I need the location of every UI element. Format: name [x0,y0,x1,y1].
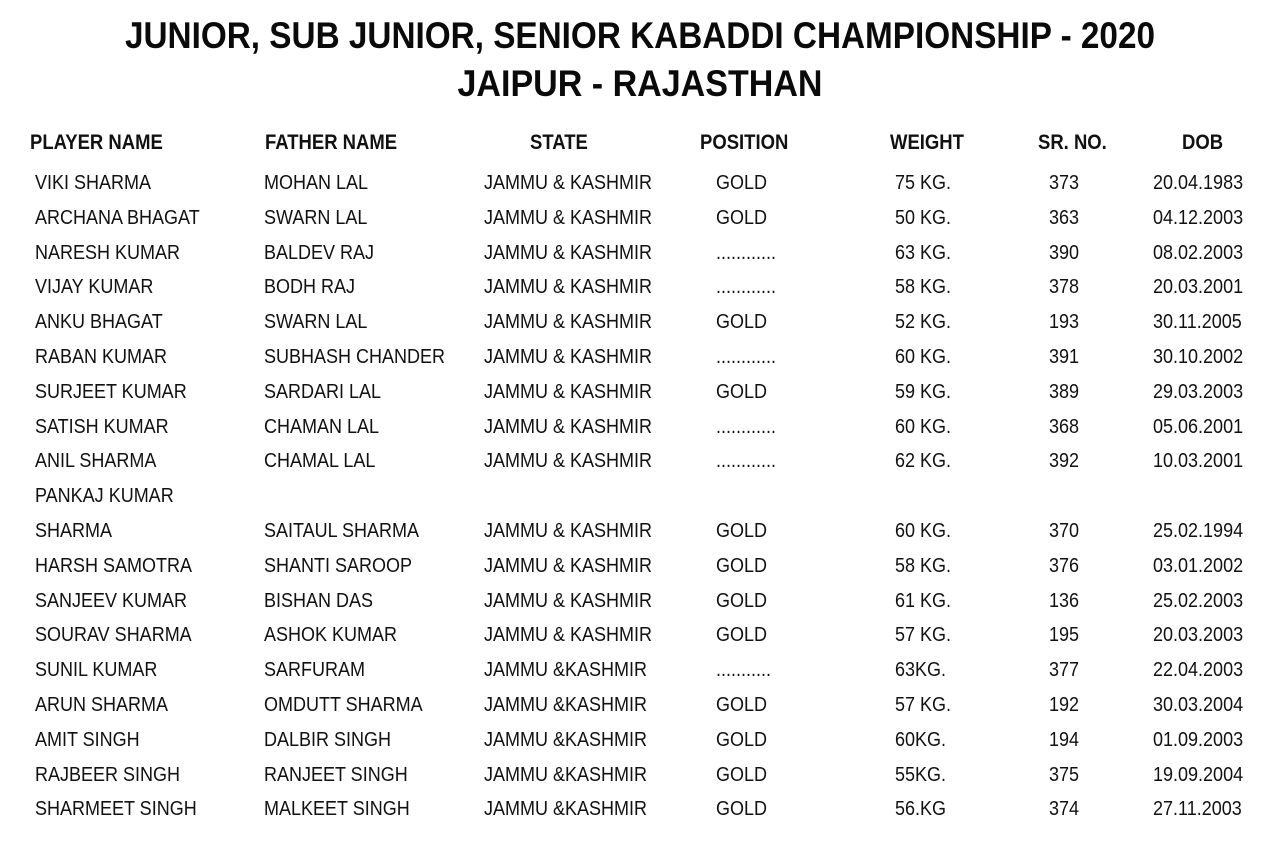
father-name-cell: BODH RAJ [264,276,356,299]
header-sr-no: SR. NO. [1038,131,1107,154]
position-cell: ............ [716,346,777,368]
header-state: STATE [530,131,588,154]
player-name-cell: NARESH KUMAR [35,241,181,264]
weight-cell: 52 KG. [895,311,952,334]
father-name-cell: ASHOK KUMAR [264,624,398,647]
weight-cell: 59 KG. [895,380,952,403]
dob-cell: 27.11.2003 [1153,798,1242,821]
weight-cell: 60KG. [895,728,947,751]
weight-cell: 63KG. [895,659,947,682]
player-name-cell-line-2: SHARMA [35,520,113,542]
dob-cell: 10.03.2001 [1153,450,1244,473]
position-cell: ............ [716,241,777,264]
father-name-cell: BISHAN DAS [264,589,374,612]
dob-cell: 22.04.2003 [1153,659,1244,682]
father-name-cell: SHANTI SAROOP [264,554,413,577]
header-weight: WEIGHT [890,131,964,154]
header-father-name: FATHER NAME [265,131,398,154]
state-cell: JAMMU & KASHMIR [484,589,653,612]
father-name-cell: RANJEET SINGH [264,763,408,786]
weight-cell: 62 KG. [895,450,952,473]
state-cell: JAMMU & KASHMIR [484,624,653,647]
weight-cell: 61 KG. [895,589,952,612]
sr-no-cell: 373 [1049,172,1080,194]
header-position: POSITION [700,131,789,154]
sr-no-cell: 375 [1049,763,1080,786]
weight-cell: 56.KG [895,798,947,821]
father-name-cell: SAITAUL SHARMA [264,520,420,542]
player-name-cell: VIJAY KUMAR [35,276,154,299]
position-cell: GOLD [716,380,768,403]
header-dob: DOB [1182,131,1224,154]
dob-cell: 20.04.1983 [1153,172,1244,194]
position-cell: GOLD [716,763,768,786]
position-cell: GOLD [716,311,768,334]
state-cell: JAMMU & KASHMIR [484,276,653,299]
father-name-cell: OMDUTT SHARMA [264,694,423,716]
sr-no-cell: 377 [1049,659,1080,682]
player-name-cell: ARUN SHARMA [35,694,169,716]
player-name-cell: RABAN KUMAR [35,346,168,368]
player-name-cell: SANJEEV KUMAR [35,589,188,612]
father-name-cell: SARDARI LAL [264,380,382,403]
sr-no-cell: 389 [1049,380,1080,403]
weight-cell: 57 KG. [895,694,952,716]
dob-cell: 30.11.2005 [1153,311,1242,334]
father-name-cell: SUBHASH CHANDER [264,346,446,368]
sr-no-cell: 376 [1049,554,1080,577]
dob-cell: 30.03.2004 [1153,694,1244,716]
sr-no-cell: 195 [1049,624,1080,647]
weight-cell: 55KG. [895,763,947,786]
dob-cell: 25.02.2003 [1153,589,1244,612]
weight-cell: 75 KG. [895,172,952,194]
dob-cell: 19.09.2004 [1153,763,1244,786]
header-player-name: PLAYER NAME [30,131,163,154]
dob-cell: 30.10.2002 [1153,346,1244,368]
weight-cell: 60 KG. [895,415,952,438]
dob-cell: 01.09.2003 [1153,728,1244,751]
state-cell: JAMMU & KASHMIR [484,450,653,473]
player-name-cell: SOURAV SHARMA [35,624,192,647]
weight-cell: 60 KG. [895,520,952,542]
player-name-cell: SHARMEET SINGH [35,798,197,821]
position-cell: GOLD [716,589,768,612]
position-cell: ............ [716,415,777,438]
state-cell: JAMMU &KASHMIR [484,798,648,821]
player-name-cell: ANKU BHAGAT [35,311,163,334]
player-name-cell: HARSH SAMOTRA [35,554,193,577]
dob-cell: 04.12.2003 [1153,206,1244,229]
position-cell: GOLD [716,624,768,647]
position-cell: GOLD [716,554,768,577]
player-name-cell: SATISH KUMAR [35,415,169,438]
father-name-cell: DALBIR SINGH [264,728,392,751]
position-cell: GOLD [716,520,768,542]
dob-cell: 08.02.2003 [1153,241,1244,264]
father-name-cell: CHAMAL LAL [264,450,376,473]
position-cell: GOLD [716,798,768,821]
sr-no-cell: 390 [1049,241,1080,264]
player-name-cell: SUNIL KUMAR [35,659,158,682]
father-name-cell: CHAMAN LAL [264,415,380,438]
dob-cell: 20.03.2001 [1153,276,1244,299]
state-cell: JAMMU & KASHMIR [484,380,653,403]
father-name-cell: BALDEV RAJ [264,241,375,264]
player-name-cell: PANKAJ KUMAR [35,485,174,508]
father-name-cell: SWARN LAL [264,311,368,334]
player-name-cell: VIKI SHARMA [35,172,152,194]
position-cell: ............ [716,450,777,473]
father-name-cell: MOHAN LAL [264,172,369,194]
sr-no-cell: 192 [1049,694,1080,716]
weight-cell: 63 KG. [895,241,952,264]
weight-cell: 58 KG. [895,554,952,577]
player-name-cell: RAJBEER SINGH [35,763,181,786]
sr-no-cell: 392 [1049,450,1080,473]
weight-cell: 50 KG. [895,206,952,229]
father-name-cell: SARFURAM [264,659,366,682]
father-name-cell: SWARN LAL [264,206,368,229]
sr-no-cell: 194 [1049,728,1080,751]
position-cell: GOLD [716,206,768,229]
weight-cell: 57 KG. [895,624,952,647]
father-name-cell: MALKEET SINGH [264,798,410,821]
sr-no-cell: 363 [1049,206,1080,229]
state-cell: JAMMU &KASHMIR [484,728,648,751]
player-name-cell: SURJEET KUMAR [35,380,187,403]
document-title-line-1: JUNIOR, SUB JUNIOR, SENIOR KABADDI CHAMPIONSHIP - 2020 [124,15,1155,56]
sr-no-cell: 370 [1049,520,1080,542]
document-title-line-2: JAIPUR - RAJASTHAN [457,63,823,104]
state-cell: JAMMU & KASHMIR [484,172,653,194]
state-cell: JAMMU & KASHMIR [484,346,653,368]
state-cell: JAMMU & KASHMIR [484,520,653,542]
sr-no-cell: 368 [1049,415,1080,438]
dob-cell: 05.06.2001 [1153,415,1244,438]
weight-cell: 60 KG. [895,346,952,368]
weight-cell: 58 KG. [895,276,952,299]
sr-no-cell: 136 [1049,589,1080,612]
sr-no-cell: 391 [1049,346,1080,368]
state-cell: JAMMU & KASHMIR [484,415,653,438]
position-cell: ............ [716,276,777,299]
dob-cell: 20.03.2003 [1153,624,1244,647]
state-cell: JAMMU & KASHMIR [484,241,653,264]
state-cell: JAMMU &KASHMIR [484,659,648,682]
state-cell: JAMMU & KASHMIR [484,206,653,229]
dob-cell: 03.01.2002 [1153,554,1244,577]
sr-no-cell: 374 [1049,798,1080,821]
state-cell: JAMMU &KASHMIR [484,763,648,786]
position-cell: GOLD [716,172,768,194]
state-cell: JAMMU & KASHMIR [484,554,653,577]
sr-no-cell: 378 [1049,276,1080,299]
position-cell: GOLD [716,728,768,751]
state-cell: JAMMU &KASHMIR [484,694,648,716]
state-cell: JAMMU & KASHMIR [484,311,653,334]
sr-no-cell: 193 [1049,311,1080,334]
player-name-cell: ARCHANA BHAGAT [35,206,200,229]
position-cell: GOLD [716,694,768,716]
dob-cell: 29.03.2003 [1153,380,1244,403]
player-name-cell: ANIL SHARMA [35,450,157,473]
dob-cell: 25.02.1994 [1153,520,1244,542]
position-cell: ........... [716,659,772,682]
player-name-cell: AMIT SINGH [35,728,140,751]
